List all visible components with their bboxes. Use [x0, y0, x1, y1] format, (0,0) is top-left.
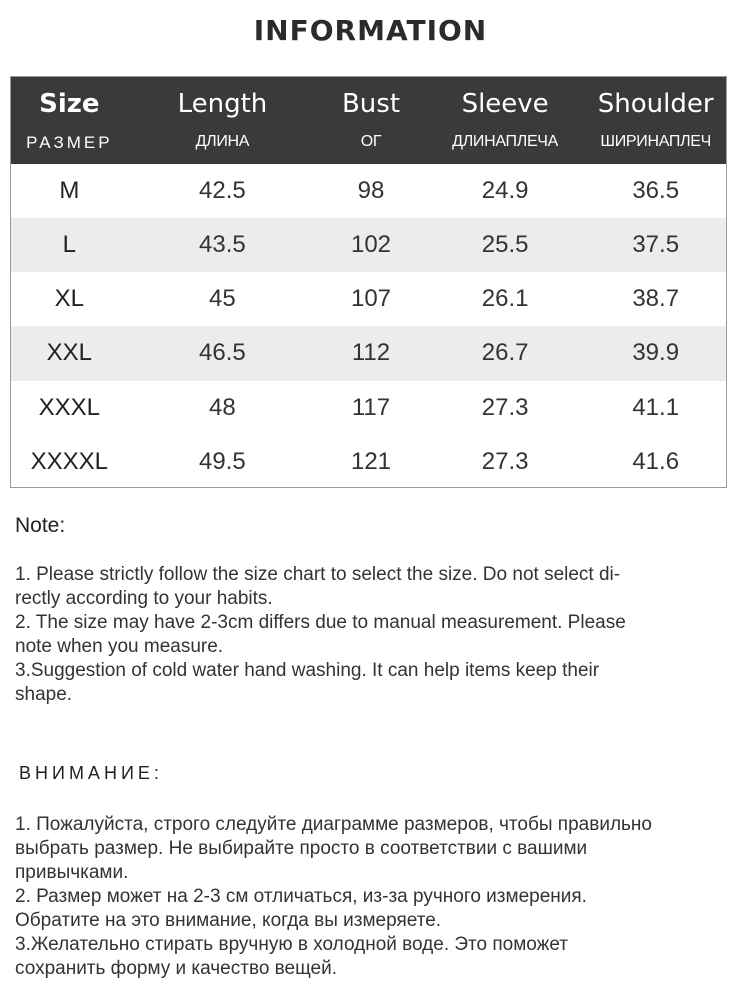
- cell-shoulder: 37.5: [632, 231, 680, 259]
- cell-bust: 117: [351, 393, 391, 421]
- ru-note-line: сохранить форму и качество вещей.: [15, 958, 337, 979]
- note-heading: Note:: [15, 514, 66, 537]
- cell-length: 42.5: [199, 177, 246, 204]
- cell-size: L: [62, 231, 77, 259]
- header-sleeve-en: Sleeve: [461, 89, 549, 119]
- cell-length: 49.5: [199, 447, 246, 475]
- cell-sleeve: 26.1: [481, 285, 529, 313]
- table-row: [11, 435, 726, 489]
- cell-size: XXL: [46, 339, 93, 367]
- header-bust-ru: ОГ: [360, 133, 382, 150]
- page-title: INFORMATION: [253, 14, 488, 47]
- cell-bust: 102: [350, 231, 392, 259]
- cell-length: 45: [209, 285, 236, 313]
- cell-shoulder: 38.7: [632, 285, 680, 313]
- note-line: 1. Please strictly follow the size chart to select the size. Do not select di-: [15, 564, 621, 585]
- table-row: [11, 326, 726, 380]
- header-sleeve: [425, 77, 586, 164]
- header-size: [11, 77, 128, 164]
- note-line: rectly according to your habits.: [15, 588, 273, 609]
- cell-length: 43.5: [199, 231, 246, 259]
- table-row: [11, 164, 726, 218]
- ru-note-line: выбрать размер. Не выбирайте просто в соответствии с вашими: [15, 838, 588, 859]
- cell-sleeve: 26.7: [481, 339, 529, 367]
- ru-note-line: 2. Размер может на 2-3 см отличаться, из-за ручного измерения.: [15, 886, 587, 907]
- note-body: [15, 563, 715, 707]
- cell-size: XXXL: [38, 393, 101, 421]
- cell-sleeve: 27.3: [481, 447, 529, 475]
- table-header: [11, 77, 726, 164]
- header-sleeve-ru: ДЛИНАПЛЕЧА: [452, 133, 559, 150]
- ru-note-body: [15, 813, 715, 981]
- cell-shoulder: 41.1: [632, 393, 680, 421]
- cell-bust: 107: [350, 285, 392, 313]
- cell-length: 46.5: [199, 339, 246, 367]
- cell-sleeve: 24.9: [481, 177, 529, 204]
- cell-bust: 121: [350, 447, 392, 475]
- ru-note-line: Обратите на это внимание, когда вы измеряете.: [15, 910, 442, 931]
- cell-bust: 98: [357, 177, 385, 204]
- cell-shoulder: 41.6: [632, 447, 680, 475]
- header-length-en: Length: [177, 89, 268, 119]
- cell-sleeve: 27.3: [481, 393, 529, 421]
- header-size-en: Size: [39, 89, 100, 119]
- note-line: 2. The size may have 2-3cm differs due to manual measurement. Please: [15, 612, 626, 633]
- cell-bust: 112: [351, 339, 391, 367]
- note-line: shape.: [15, 684, 73, 705]
- header-shoulder: [585, 77, 726, 164]
- table-row: [11, 381, 726, 435]
- note-line: note when you measure.: [15, 636, 224, 657]
- cell-size: XL: [54, 285, 85, 313]
- table-row: [11, 218, 726, 272]
- header-bust-en: Bust: [341, 89, 401, 119]
- ru-note-heading: ВНИМАНИЕ:: [19, 763, 163, 783]
- table-row: [11, 272, 726, 326]
- ru-note-line: 1. Пожалуйста, строго следуйте диаграмме размеров, чтобы правильно: [15, 814, 652, 835]
- ru-note-line: привычками.: [15, 862, 129, 883]
- header-length-ru: ДЛИНА: [195, 133, 250, 150]
- cell-sleeve: 25.5: [481, 231, 529, 259]
- cell-size: M: [59, 177, 80, 204]
- ru-note-line: 3.Желательно стирать вручную в холодной воде. Это поможет: [15, 934, 569, 955]
- header-bust: [317, 77, 425, 164]
- cell-shoulder: 39.9: [632, 339, 680, 367]
- header-length: [128, 77, 317, 164]
- header-shoulder-en: Shoulder: [597, 89, 714, 119]
- cell-length: 48: [209, 393, 236, 421]
- header-shoulder-ru: ШИРИНАПЛЕЧ: [600, 133, 712, 150]
- cell-shoulder: 36.5: [632, 177, 680, 204]
- cell-size: XXXXL: [30, 447, 109, 475]
- size-chart-table: [10, 76, 727, 488]
- note-line: 3.Suggestion of cold water hand washing. It can help items keep their: [15, 660, 600, 681]
- header-size-ru: РАЗМЕР: [26, 133, 113, 152]
